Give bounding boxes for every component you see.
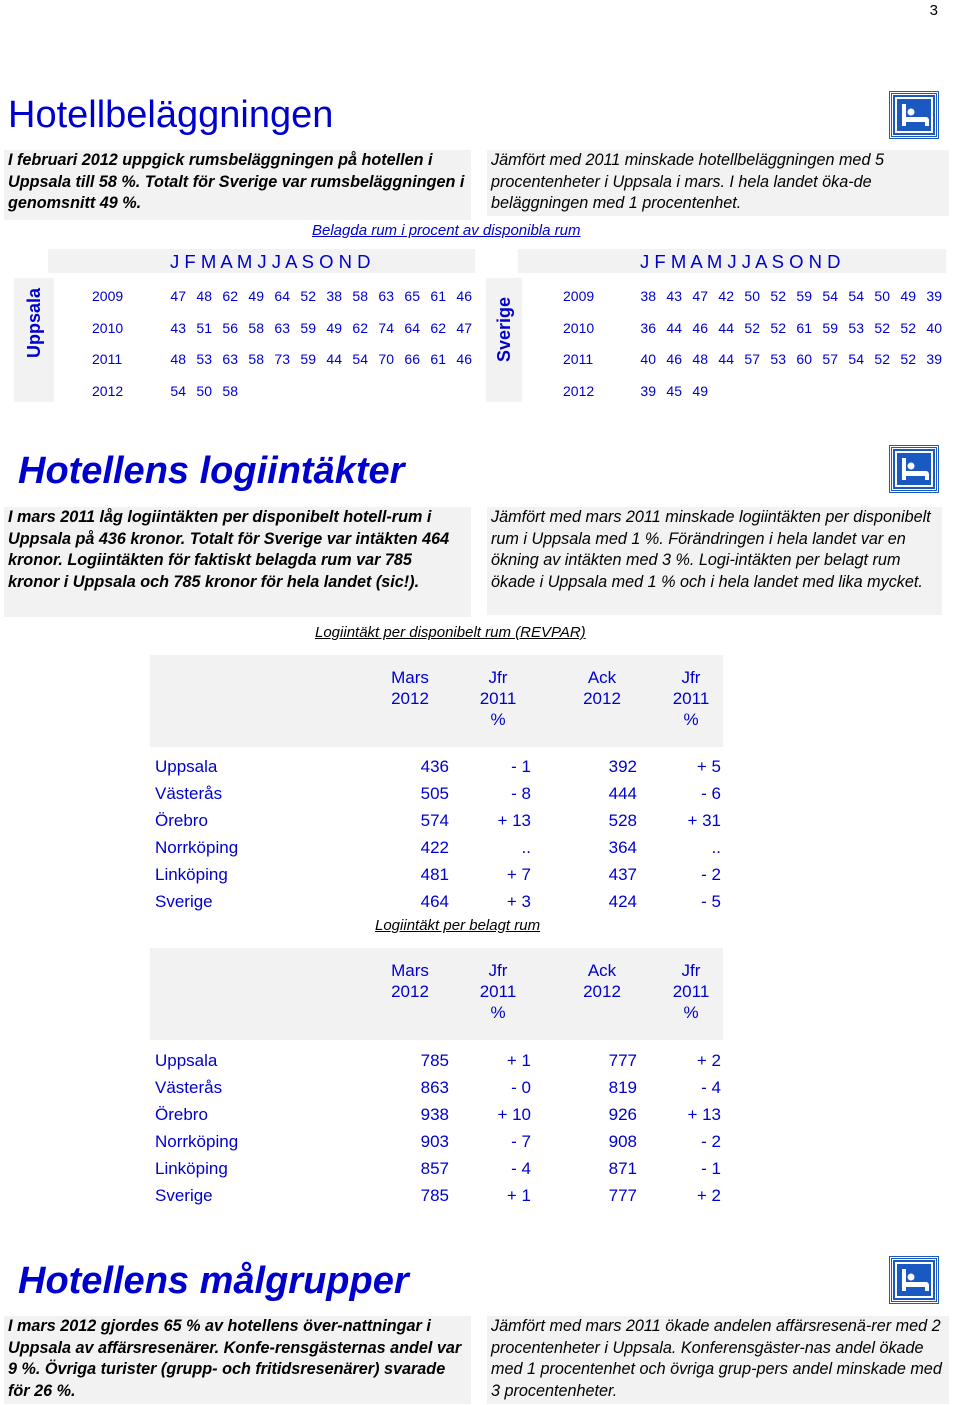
table-cell: - 2 (701, 865, 721, 884)
table-cell: + 13 (687, 1105, 721, 1124)
city-name: Sverige (155, 1186, 213, 1205)
table-cell: - 5 (701, 892, 721, 911)
occupancy-value: 46 (456, 288, 472, 304)
occupancy-value: 65 (404, 288, 420, 304)
occupancy-value: 52 (900, 351, 916, 367)
occupancy-value: 63 (274, 320, 290, 336)
occupancy-value: 74 (378, 320, 394, 336)
column-header: Ack 2012 (583, 668, 621, 708)
occupancy-value: 44 (666, 320, 682, 336)
city-name: Örebro (155, 1105, 208, 1124)
table-cell: 444 (608, 784, 637, 803)
table-cell: 785 (420, 1186, 449, 1205)
occupancy-value: 44 (718, 320, 734, 336)
occupancy-value: 51 (196, 320, 212, 336)
sverige-month-header: J F M A M J J A S O N D (640, 251, 841, 272)
table-cell: 857 (420, 1159, 449, 1178)
table-cell: - 8 (511, 784, 531, 803)
revpar-table-title: Logiintäkt per disponibelt rum (REVPAR) (315, 624, 586, 641)
occupancy-value: 53 (196, 351, 212, 367)
revenue-summary-left: I mars 2011 låg logiintäkten per disponibelt hotell-rum i Uppsala på 436 kronor. Totalt för Sverige var intäkten 464 kronor. Logiintäkten för faktiskt belagda rum var 785 kronor i Uppsala och 785 kronor för hela landet (sic!). (4, 507, 471, 617)
table-cell: + 13 (497, 811, 531, 830)
occupancy-summary-right: Jämfört med 2011 minskade hotellbeläggningen med 5 procentenheter i Uppsala i mars. I hela landet öka-de beläggningen med 1 procentenhet. (487, 150, 949, 216)
target-groups-summary-left: I mars 2012 gjordes 65 % av hotellens över-nattningar i Uppsala av affärsresenärer. Konfe-rensgästernas andel var 9 %. Övriga turister (grupp- och fritidsresenärer) svarade för 26 %. (4, 1316, 471, 1404)
city-name: Norrköping (155, 838, 239, 857)
occupancy-value: 52 (744, 320, 760, 336)
occupancy-value: 48 (692, 351, 708, 367)
year-label: 2009 (563, 288, 595, 304)
sverige-label: Sverige (494, 296, 514, 362)
uppsala-row-2011 (92, 351, 472, 367)
city-name: Sverige (155, 892, 213, 911)
occupancy-value: 50 (744, 288, 760, 304)
occupancy-value: 39 (926, 351, 942, 367)
occupancy-value: 64 (274, 288, 290, 304)
column-header: Jfr 2011 % (672, 668, 710, 729)
occupancy-value: 56 (222, 320, 238, 336)
occupancy-value: 52 (300, 288, 316, 304)
occupancy-value: 63 (222, 351, 238, 367)
table-cell: + 7 (506, 865, 531, 884)
table-cell: + 1 (506, 1051, 531, 1070)
occupancy-value: 44 (718, 351, 734, 367)
occupancy-value: 54 (352, 351, 368, 367)
occupancy-value: 54 (822, 288, 838, 304)
occupancy-value: 38 (326, 288, 342, 304)
occupancy-value: 54 (848, 288, 864, 304)
occupancy-value: 47 (692, 288, 708, 304)
page-number: 3 (929, 2, 938, 19)
table-cell: - 2 (701, 1132, 721, 1151)
occupancy-value: 52 (770, 288, 786, 304)
city-name: Uppsala (155, 1051, 218, 1070)
hotel-bed-icon (890, 1257, 938, 1303)
occupancy-value: 53 (770, 351, 786, 367)
table-cell: 464 (420, 892, 449, 911)
uppsala-row-2009 (92, 288, 472, 304)
city-name: Västerås (155, 784, 223, 803)
occupancy-value: 62 (222, 288, 238, 304)
occupancy-value: 45 (666, 383, 682, 399)
table-cell: - 1 (701, 1159, 721, 1178)
occupancy-value: 64 (404, 320, 420, 336)
occupancy-value: 58 (248, 320, 264, 336)
column-header: Jfr 2011 % (672, 961, 710, 1022)
year-label: 2010 (92, 320, 124, 336)
year-label: 2009 (92, 288, 124, 304)
occupancy-value: 59 (796, 288, 812, 304)
occupancy-value: 54 (170, 383, 186, 399)
table-cell: .. (521, 838, 531, 857)
uppsala-row-2012 (92, 383, 238, 399)
column-header: Jfr 2011 % (479, 668, 517, 729)
table-cell: - 6 (701, 784, 721, 803)
occupancy-value: 59 (300, 351, 316, 367)
table-cell: 777 (608, 1051, 637, 1070)
table-cell: 528 (608, 811, 637, 830)
occupancy-value: 47 (456, 320, 472, 336)
table-cell: 364 (608, 838, 637, 857)
occupancy-value: 36 (640, 320, 656, 336)
table-cell: 785 (420, 1051, 449, 1070)
table-cell: 481 (420, 865, 449, 884)
occupancy-value: 59 (822, 320, 838, 336)
occupancy-value: 57 (744, 351, 760, 367)
occupancy-value: 70 (378, 351, 394, 367)
occupancy-value: 52 (874, 320, 890, 336)
occupancy-value: 62 (352, 320, 368, 336)
table-cell: 436 (420, 757, 449, 776)
table-cell: 938 (420, 1105, 449, 1124)
occupancy-summary-left: I februari 2012 uppgick rumsbeläggningen på hotellen i Uppsala till 58 %. Totalt för Sverige var rumsbeläggningen i genomsnitt 49 %. (4, 150, 471, 220)
occupancy-value: 73 (274, 351, 290, 367)
occupancy-value: 47 (170, 288, 186, 304)
table-cell: - 4 (701, 1078, 721, 1097)
table-cell: + 2 (696, 1051, 721, 1070)
table-cell: 903 (420, 1132, 449, 1151)
occupancy-value: 53 (848, 320, 864, 336)
year-label: 2010 (563, 320, 595, 336)
uppsala-row-2010 (92, 320, 472, 336)
occupancy-value: 46 (456, 351, 472, 367)
table-cell: .. (711, 838, 721, 857)
sverige-row-2010 (563, 320, 942, 336)
table-cell: 777 (608, 1186, 637, 1205)
occupancy-value: 60 (796, 351, 812, 367)
table-cell: 926 (608, 1105, 637, 1124)
table-cell: 871 (608, 1159, 637, 1178)
occupancy-value: 52 (770, 320, 786, 336)
table-cell: + 31 (687, 811, 721, 830)
column-header: Mars 2012 (391, 668, 429, 708)
occupancy-value: 44 (326, 351, 342, 367)
table-cell: 422 (420, 838, 449, 857)
year-label: 2011 (563, 351, 594, 367)
occupancy-value: 50 (874, 288, 890, 304)
table-cell: + 5 (696, 757, 721, 776)
city-name: Linköping (155, 1159, 228, 1178)
hotel-bed-icon (890, 446, 938, 492)
column-header: Ack 2012 (583, 961, 621, 1001)
occupancy-value: 49 (248, 288, 264, 304)
occupancy-value: 43 (666, 288, 682, 304)
table-cell: - 4 (511, 1159, 531, 1178)
occupancy-value: 52 (900, 320, 916, 336)
table-cell: 574 (420, 811, 449, 830)
occupancy-value: 61 (430, 288, 446, 304)
target-groups-summary-right: Jämfört med mars 2011 ökade andelen affärsresenä-rer med 2 procentenheter i Uppsala. Konferensgäster-nas andel ökade med 1 procentenhet och övriga grup-pers andel minskade med 3 procentenheter. (487, 1316, 949, 1404)
occupancy-value: 61 (430, 351, 446, 367)
column-header: Mars 2012 (391, 961, 429, 1001)
sverige-row-2011 (563, 351, 942, 367)
occupancy-value: 49 (692, 383, 708, 399)
occupancy-value: 58 (352, 288, 368, 304)
occupancy-value: 40 (640, 351, 656, 367)
occupancy-value: 46 (666, 351, 682, 367)
occupancy-value: 52 (874, 351, 890, 367)
table-cell: + 1 (506, 1186, 531, 1205)
table-cell: 392 (608, 757, 637, 776)
table-cell: + 2 (696, 1186, 721, 1205)
table-cell: 424 (608, 892, 637, 911)
occupancy-value: 40 (926, 320, 942, 336)
table-cell: 819 (608, 1078, 637, 1097)
occupancy-value: 43 (170, 320, 186, 336)
occupancy-value: 54 (848, 351, 864, 367)
year-label: 2012 (92, 383, 124, 399)
occupancy-value: 48 (196, 288, 212, 304)
revenue-per-occupied-room-title: Logiintäkt per belagt rum (375, 917, 541, 934)
occupancy-value: 59 (300, 320, 316, 336)
hotel-bed-icon (890, 92, 938, 138)
table-cell: 863 (420, 1078, 449, 1097)
table-cell: + 3 (506, 892, 531, 911)
table-cell: - 0 (511, 1078, 531, 1097)
occupancy-chart-title: Belagda rum i procent av disponibla rum (312, 222, 581, 239)
city-name: Västerås (155, 1078, 223, 1097)
column-header: Jfr 2011 % (479, 961, 517, 1022)
occupancy-value: 50 (196, 383, 212, 399)
occupancy-value: 66 (404, 351, 420, 367)
table-cell: 908 (608, 1132, 637, 1151)
city-name: Norrköping (155, 1132, 239, 1151)
occupancy-value: 42 (718, 288, 734, 304)
occupancy-value: 46 (692, 320, 708, 336)
section-title-occupancy: Hotellbeläggningen (8, 94, 334, 136)
occupancy-value: 57 (822, 351, 838, 367)
table-cell: 505 (420, 784, 449, 803)
city-name: Linköping (155, 865, 228, 884)
city-name: Uppsala (155, 757, 218, 776)
occupancy-value: 49 (326, 320, 342, 336)
occupancy-value: 58 (222, 383, 238, 399)
revenue-summary-right: Jämfört med mars 2011 minskade logiintäkten per disponibelt rum i Uppsala med 1 %. Förändringen i hela landet var en ökning av intäkten med 3 %. Logi-intäkten per belagt rum ökade i Uppsala med 1 % och i hela landet med lika mycket. (487, 507, 942, 615)
occupancy-value: 58 (248, 351, 264, 367)
occupancy-value: 61 (796, 320, 812, 336)
sverige-row-2009 (563, 288, 942, 304)
table-cell: 437 (608, 865, 637, 884)
occupancy-value: 63 (378, 288, 394, 304)
city-name: Örebro (155, 811, 208, 830)
occupancy-value: 48 (170, 351, 186, 367)
sverige-row-2012 (563, 383, 708, 399)
occupancy-value: 38 (640, 288, 656, 304)
occupancy-value: 62 (430, 320, 446, 336)
year-label: 2011 (92, 351, 123, 367)
year-label: 2012 (563, 383, 595, 399)
section-title-revenue: Hotellens logiintäkter (18, 450, 405, 492)
table-cell: - 7 (511, 1132, 531, 1151)
table-cell: + 10 (497, 1105, 531, 1124)
table-cell: - 1 (511, 757, 531, 776)
occupancy-value: 49 (900, 288, 916, 304)
occupancy-value: 39 (926, 288, 942, 304)
uppsala-label: Uppsala (24, 287, 44, 358)
uppsala-month-header: J F M A M J J A S O N D (170, 251, 371, 272)
occupancy-value: 39 (640, 383, 656, 399)
section-title-target-groups: Hotellens målgrupper (18, 1260, 409, 1302)
